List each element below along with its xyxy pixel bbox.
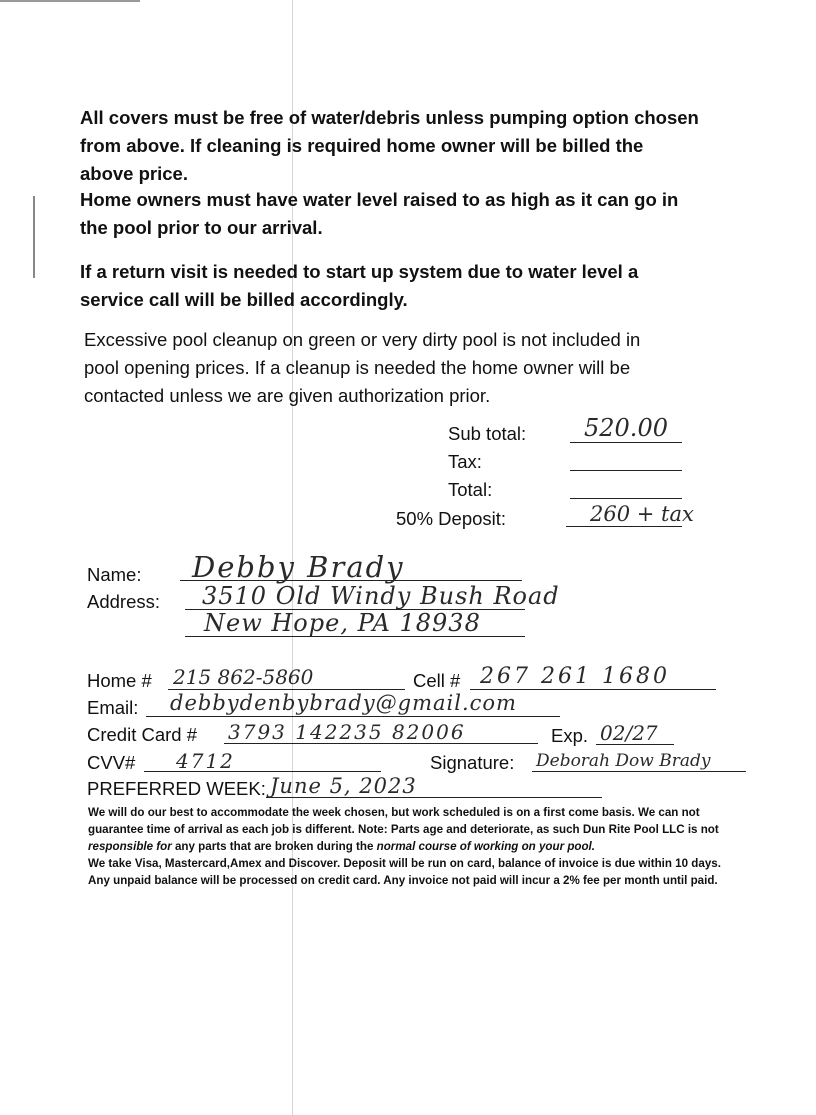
cvv-label: CVV# — [87, 752, 136, 773]
notice-covers — [80, 104, 699, 188]
fine-print — [88, 804, 721, 889]
fine-print-text: Note: Parts age and deteriorate, as such Dun Rite Pool LLC is not — [357, 823, 719, 836]
notice-cleanup-line: pool opening prices. If a cleanup is needed the home owner will be — [84, 357, 631, 378]
total-line — [570, 498, 682, 499]
address-value-2: New Hope, PA 18938 — [204, 609, 481, 637]
scan-edge-mark — [33, 196, 35, 278]
expiry-value: 02/27 — [600, 721, 658, 745]
tax-line — [570, 470, 682, 471]
deposit-value: 260 + tax — [590, 502, 694, 526]
subtotal-value: 520.00 — [584, 414, 668, 442]
fine-print-text: normal course of working on your pool. — [376, 840, 596, 853]
home-phone-line — [168, 689, 405, 690]
fine-print-text: any parts that are broken during the — [174, 840, 374, 853]
fine-print-line-4: We take Visa, Mastercard,Amex and Discover. Deposit will be run on card, balance of invoice is due within 10 days. — [88, 857, 721, 870]
notice-covers-line: All covers must be free of water/debris unless pumping option chosen — [80, 107, 699, 128]
credit-card-value: 3793 142235 82006 — [228, 720, 466, 744]
email-value: debbydenbybrady@gmail.com — [170, 691, 517, 715]
notice-return-visit — [80, 258, 638, 314]
subtotal-line — [570, 442, 682, 443]
subtotal-label: Sub total: — [448, 423, 527, 444]
notice-cleanup-line: Excessive pool cleanup on green or very dirty pool is not included in — [84, 329, 641, 350]
notice-covers-line: above price. — [80, 163, 188, 184]
signature-value: Deborah Dow Brady — [536, 751, 711, 771]
total-label: Total: — [448, 479, 493, 500]
email-line — [146, 716, 560, 717]
fine-print-line-2 — [88, 821, 721, 838]
notice-cleanup-line: contacted unless we are given authorization prior. — [84, 385, 491, 406]
notice-water-line: the pool prior to our arrival. — [80, 217, 323, 238]
fine-print-text: guarantee time of arrival as each job is different. — [88, 823, 355, 836]
home-phone-value: 215 862-5860 — [173, 665, 314, 689]
cell-phone-line — [470, 689, 716, 690]
preferred-week-value: June 5, 2023 — [270, 774, 417, 798]
address-label: Address: — [87, 591, 161, 612]
cell-phone-value: 267 261 1680 — [480, 664, 670, 689]
fine-print-text: responsible for — [88, 840, 172, 853]
cell-phone-label: Cell # — [413, 670, 461, 691]
name-value: Debby Brady — [192, 550, 405, 584]
name-label: Name: — [87, 564, 142, 585]
email-label: Email: — [87, 697, 139, 718]
tax-label: Tax: — [448, 451, 482, 472]
home-phone-label: Home # — [87, 670, 152, 691]
notice-return-line: service call will be billed accordingly. — [80, 289, 408, 310]
notice-cleanup — [84, 326, 640, 410]
preferred-week-label: PREFERRED WEEK: — [87, 778, 266, 799]
scan-top-mark — [0, 0, 140, 2]
notice-water-level — [80, 186, 678, 242]
address-value-1: 3510 Old Windy Bush Road — [202, 582, 560, 610]
cvv-value: 4712 — [176, 749, 235, 773]
notice-covers-line: from above. If cleaning is required home owner will be billed the — [80, 135, 644, 156]
expiry-label: Exp. — [551, 725, 589, 746]
signature-line — [532, 771, 746, 772]
signature-label: Signature: — [430, 752, 515, 773]
credit-card-label: Credit Card # — [87, 724, 198, 745]
fine-print-line-1: We will do our best to accommodate the week chosen, but work scheduled is on a first come basis. We can not — [88, 806, 700, 819]
notice-return-line: If a return visit is needed to start up system due to water level a — [80, 261, 639, 282]
deposit-line — [566, 526, 682, 527]
fine-print-line-3 — [88, 838, 721, 855]
deposit-label: 50% Deposit: — [396, 508, 507, 529]
notice-water-line: Home owners must have water level raised to as high as it can go in — [80, 189, 679, 210]
fine-print-line-5: Any unpaid balance will be processed on credit card. Any invoice not paid will incur a 2% fee per month until paid. — [88, 874, 718, 887]
